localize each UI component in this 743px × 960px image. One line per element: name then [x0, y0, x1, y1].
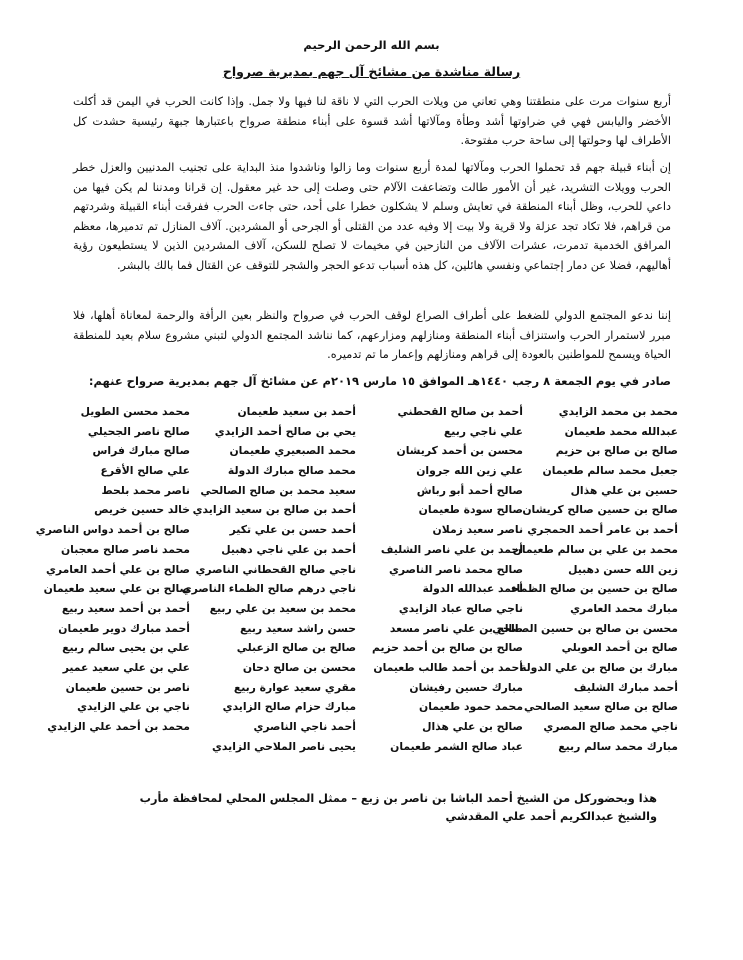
signatory-name: ناجي محمد صالح المصري: [543, 720, 678, 733]
signatory-name: محمد حمود طعيمان: [419, 700, 523, 714]
signatory-name: مبارك حسين رفيشان: [409, 680, 523, 694]
signatory-name: أحمد بن صالح بن سعيد الزايدي: [192, 503, 356, 517]
signatory-name: خالد حسين خريص: [94, 503, 190, 517]
closing-line-2: والشيخ عبدالكريم أحمد علي المقدشي: [445, 810, 657, 823]
signatory-name: صالح بن علي هذال: [422, 720, 523, 733]
signatory-name: ناجي بن علي الزايدي: [77, 700, 190, 714]
signatory-name: صالح مبارك فراس: [92, 444, 190, 458]
signatory-name: صالح بن صالح بن حزيم: [555, 444, 678, 458]
signatory-name: ناصر سعيد زملان: [432, 523, 523, 537]
signatory-name: سعيد محمد بن صالح الصالحي: [200, 483, 356, 497]
signatory-name: محمد بن أحمد علي الزايدي: [47, 720, 190, 733]
signatories-column-2: [363, 402, 523, 756]
signatory-name: محسن بن صالح دحان: [242, 660, 356, 674]
signatory-name: علي ناجي ربيع: [443, 424, 523, 438]
signatory-name: محسن بن أحمد كريشان: [396, 444, 523, 458]
signatory-name: حسن راشد سعيد ربيع: [240, 621, 356, 635]
closing-note: [77, 790, 657, 826]
signatory-name: صالح بن أحمد العوبلي: [561, 641, 678, 655]
signatory-name: عباد صالح الشمر طعيمان: [390, 739, 523, 753]
signatories-column-1: [492, 402, 678, 756]
closing-line-1: هذا وبحضوركل من الشيخ أحمد الباشا بن ناصر بن زبع – ممثل المجلس المحلي لمحافظة مأرب: [139, 792, 657, 805]
signatory-name: صالح بن صالح سعيد الصالحي: [523, 700, 678, 714]
signatory-name: مقري سعيد عوارة ربيع: [233, 680, 356, 694]
signatory-name: علي بن يحيى سالم ربيع: [62, 641, 190, 655]
signatory-name: صالح بن أحمد دواس الناصري: [35, 523, 190, 537]
signatory-name: محمد محسن الطويل: [80, 405, 190, 418]
paragraph-1: أربع سنوات مرت على منطقتنا وهي تعاني من ويلات الحرب التي لا ناقة لنا فيها ولا جمل. وإذا كانت الحرب في اليمن قد أكلت الأخضر واليابس فهي في ضراوتها أشد وطأة ومآلاتها أشد قسوة على أبناء منطقة صرواح باعتبارها جبهة رئيسية حشدت كل الأطراف لها وحولتها إلى ساحة حرب مفتوحة.: [73, 95, 671, 148]
signatory-name: عبدالله محمد طعيمان: [564, 424, 678, 438]
signatory-name: مبارك حزام صالح الزايدي: [222, 700, 356, 714]
signatories-column-4: [30, 402, 190, 737]
document-title: رسالة مناشدة من مشائخ آل جهم بمديرية صرواح: [222, 64, 521, 79]
signatory-name: صالح بن علي سعيد طعيمان: [43, 582, 190, 596]
issued-statement: صادر في يوم الجمعة ٨ رجب ١٤٤٠هـ الموافق ١٥ مارس ٢٠١٩م عن مشائخ آل جهم بمديرية صرواح عنهم:: [88, 374, 671, 388]
signatory-name: أحمد ناجي الناصري: [253, 720, 356, 733]
signatory-name: صالح ناصر الجحيلي: [87, 424, 190, 438]
signatory-name: يحي بن صالح أحمد الزايدي: [214, 424, 356, 438]
signatory-name: ناجي صالح عباد الزايدي: [398, 601, 523, 615]
signatory-name: أحمد حسن بن علي تكير: [229, 523, 356, 537]
paragraph-2: إن أبناء قبيلة جهم قد تحملوا الحرب ومآلاتها لمدة أربع سنوات وما زالوا وناشدوا منذ البداية على تجنيب المدنيين والعزل خطر الحرب وويلات التشريد، غير أن الأمور طالت وتضاعفت الآلام حتى وصلت إلى حد غير معقول. إن قرانا ومدننا لم يكن فيها من داعي للحرب، وظل أبناء المنطقة في تعايش وسلم لا يشكلون خطرا على أحد، حتى جاءت الحرب ففرقت أبناء القبيلة وشردتهم من قراهم، فلا تكاد تجد عزلة ولا قرية ولا بيت إلا وفيه عدد من القتلى أو الجرحى أو المشردين. آلاف المنازل تم تدميرها، معظم المرافق الخدمية تدمرت، عشرات الآلاف من النازحين في مخيمات لا تصلح للسكن، آلاف المشردين الذين لا يستطيعون رؤية أهاليهم، فضلا عن دمار إجتماعي ونفسي هائلين، كل هذه أسباب تدعو الحجر والشجر للتوقف عن القتال فما بالك بالبشر.: [73, 161, 671, 272]
signatory-name: ناصر محمد بلحط: [101, 483, 190, 497]
signatory-name: علي بن علي سعيد عمير: [62, 660, 190, 674]
signatory-name: محمد ناصر صالح معجبان: [60, 542, 190, 556]
signatory-name: أحمد بن أحمد سعيد ربيع: [61, 601, 190, 615]
signatory-name: مبارك محمد العامري: [570, 601, 678, 615]
signatory-name: صالح بن علي أحمد العامري: [46, 562, 190, 576]
signatory-name: حسين بن علي هذال: [570, 483, 678, 497]
signatory-name: محمد بن محمد الزايدي: [558, 405, 678, 418]
signatory-name: أحمد عبدالله الدولة: [422, 582, 523, 596]
signatory-name: محسن بن صالح بن حسين الصالحي: [492, 621, 678, 635]
signatory-name: صالح محمد ناصر الناصري: [388, 562, 523, 576]
signatory-name: صالح بن حسين صالح كريشان: [522, 503, 678, 517]
signatory-name: ناجي صالح القحطاني الناصري: [195, 562, 356, 576]
signatory-name: أحمد بن عامر أحمد الحمجري: [527, 523, 678, 537]
signatory-name: مبارك محمد سالم ربيع: [558, 739, 678, 753]
signatory-name: أحمد بن علي ناجي دهبيل: [221, 542, 356, 556]
signatory-name: جعبل محمد سالم طعيمان: [542, 464, 678, 478]
signatories-column-3: [181, 402, 356, 756]
signatory-name: صالح أحمد أبو رباش: [416, 483, 523, 497]
signatory-name: ناجي درهم صالح الظماء الناصري: [181, 582, 356, 596]
signatories-list: [30, 402, 678, 753]
signatory-name: أحمد بن صالح القحطني: [397, 405, 523, 418]
signatory-name: أحمد بن سعيد طعيمان: [237, 405, 356, 418]
signatory-name: زين الله حسن دهبيل: [568, 562, 678, 576]
signatory-name: صالح بن حسين بن صالح الظماء: [511, 582, 678, 596]
signatory-name: يحيى ناصر الملاحي الزايدي: [212, 739, 356, 753]
signatory-name: علي صالح الأقرع: [100, 464, 190, 478]
signatory-name: محمد الصبعيري طعيمان: [229, 444, 356, 458]
signatory-name: صالح بن صالح الزعبلي: [236, 641, 356, 655]
signatory-name: محمد صالح مبارك الدولة: [227, 464, 356, 478]
signatory-name: مبارك بن صالح بن علي الدولة: [520, 660, 678, 674]
paragraph-3: إننا ندعو المجتمع الدولي للضغط على أطراف الصراع لوقف الحرب في صرواح والنظر بعين الرأفة والرحمة لمعاناة أهلها، فلا مبرر لاستمرار الحرب واستنزاف أبناء المنطقة ومنازلهم ومزارعهم، كما نناشد المجتمع الدولي لتبني مشروع سلام بعيد للمنطقة الحياة ويسمح للمواطنين بالعودة إلى قراهم ومنازلهم وإعمار ما تم تدميره.: [73, 309, 671, 362]
signatory-name: علي زين الله جروان: [416, 464, 523, 478]
signatory-name: صالح بن علي ناصر مسعد: [389, 621, 523, 635]
signatory-name: محمد بن علي بن سالم طعيمان: [512, 542, 678, 556]
signatory-name: صالح بن صالح بن أحمد حزيم: [372, 641, 523, 655]
signatory-name: محمد بن سعيد بن علي ربيع: [209, 601, 356, 615]
basmala: بسم الله الرحمن الرحيم: [303, 38, 440, 52]
signatory-name: ناصر بن حسين طعيمان: [65, 680, 190, 694]
signatory-name: صالح سودة طعيمان: [418, 503, 523, 517]
signatory-name: أحمد مبارك دوير طعيمان: [58, 621, 190, 635]
signatory-name: أحمد مبارك الشليف: [573, 680, 678, 694]
signatory-name: أحمد بن علي ناصر الشليف: [380, 542, 523, 556]
signatory-name: أحمد بن أحمد طالب طعيمان: [373, 660, 523, 674]
